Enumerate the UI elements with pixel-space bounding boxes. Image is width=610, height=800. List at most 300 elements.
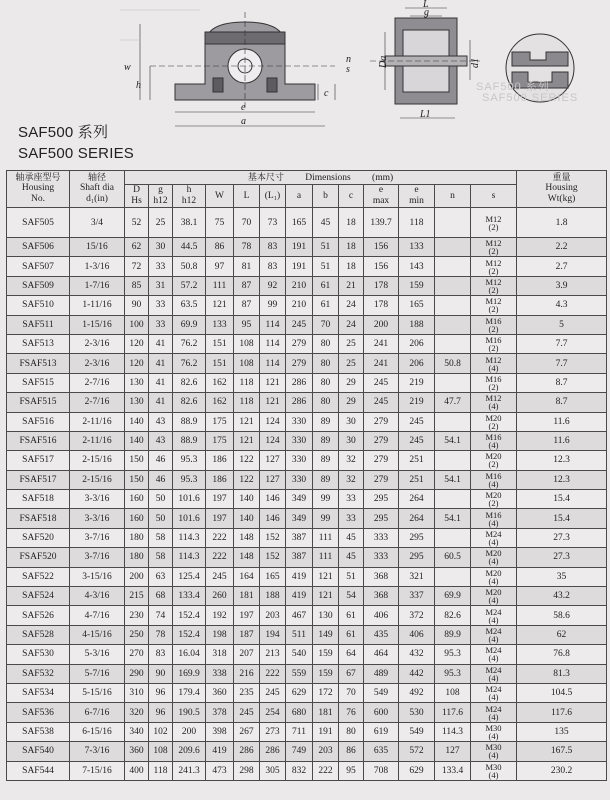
table-cell: 216 xyxy=(234,664,260,683)
table-cell: 58 xyxy=(149,548,173,567)
table-cell: 121 xyxy=(313,587,339,606)
table-cell: 711 xyxy=(286,722,313,741)
ghost-text-2: SAF500 SERIES xyxy=(482,92,579,104)
table-cell: 194 xyxy=(260,625,286,644)
table-cell: 279 xyxy=(364,431,399,450)
bolt-cell: M12 (4) xyxy=(471,354,517,373)
table-cell: 62 xyxy=(125,238,149,257)
table-cell: 124 xyxy=(260,431,286,450)
table-cell: 24 xyxy=(339,296,364,315)
table-cell: 80 xyxy=(313,373,339,392)
table-cell: 122 xyxy=(234,470,260,489)
table-cell: 156 xyxy=(364,257,399,276)
table-cell: 143 xyxy=(399,257,435,276)
dim-label-n: n xyxy=(346,54,351,65)
table-cell: 118 xyxy=(399,208,435,238)
table-cell: 63.5 xyxy=(173,296,206,315)
housing-model-cell: SAF518 xyxy=(7,490,70,509)
table-cell: 18 xyxy=(339,208,364,238)
table-cell: 4-7/16 xyxy=(70,606,125,625)
table-cell: 241.3 xyxy=(173,761,206,780)
weight-cell: 4.3 xyxy=(517,296,607,315)
table-cell: 43 xyxy=(149,412,173,431)
dim-col-header: b xyxy=(313,185,339,208)
table-row xyxy=(7,296,607,315)
table-cell: 54 xyxy=(339,587,364,606)
weight-cell: 27.3 xyxy=(517,548,607,567)
table-cell: 549 xyxy=(364,683,399,702)
table-cell: 203 xyxy=(260,606,286,625)
table-cell: 33 xyxy=(149,257,173,276)
table-cell: 419 xyxy=(286,587,313,606)
table-cell: 140 xyxy=(234,490,260,509)
table-cell: 108 xyxy=(435,683,471,702)
table-cell: 146 xyxy=(260,490,286,509)
dim-label-s: s xyxy=(346,64,350,75)
table-cell: 378 xyxy=(206,703,234,722)
table-cell: 435 xyxy=(364,625,399,644)
table-row xyxy=(7,528,607,547)
table-cell: 118 xyxy=(234,393,260,412)
weight-cell: 27.3 xyxy=(517,528,607,547)
bolt-cell: M24 (4) xyxy=(471,625,517,644)
table-cell: 76 xyxy=(339,703,364,722)
housing-model-cell: SAF526 xyxy=(7,606,70,625)
table-cell: 245 xyxy=(399,412,435,431)
table-cell: 2-3/16 xyxy=(70,334,125,353)
table-cell: 31 xyxy=(149,276,173,295)
table-cell xyxy=(435,208,471,238)
bolt-cell: M24 (4) xyxy=(471,606,517,625)
table-cell: 50 xyxy=(149,490,173,509)
table-cell: 333 xyxy=(364,548,399,567)
table-cell: 121 xyxy=(234,431,260,450)
table-cell: 16.04 xyxy=(173,645,206,664)
table-cell: 54.1 xyxy=(435,470,471,489)
table-cell: 264 xyxy=(399,509,435,528)
table-cell: 400 xyxy=(125,761,149,780)
table-cell: 1-3/16 xyxy=(70,257,125,276)
table-row xyxy=(7,334,607,353)
housing-model-cell: SAF515 xyxy=(7,373,70,392)
housing-model-cell: SAF507 xyxy=(7,257,70,276)
table-cell: 188 xyxy=(260,587,286,606)
table-cell: 1-7/16 xyxy=(70,276,125,295)
table-cell: 235 xyxy=(234,683,260,702)
dim-label-g: g xyxy=(424,7,429,18)
weight-cell: 12.3 xyxy=(517,470,607,489)
table-cell: 432 xyxy=(399,645,435,664)
table-cell: 108 xyxy=(234,334,260,353)
table-cell: 165 xyxy=(260,567,286,586)
table-row xyxy=(7,742,607,761)
table-row xyxy=(7,509,607,528)
table-cell: 89 xyxy=(313,451,339,470)
dim-label-w: w xyxy=(124,62,131,73)
weight-cell: 3.9 xyxy=(517,276,607,295)
weight-cell: 5 xyxy=(517,315,607,334)
table-cell: 629 xyxy=(399,761,435,780)
table-cell: 320 xyxy=(125,703,149,722)
table-cell xyxy=(435,451,471,470)
table-cell: 267 xyxy=(234,722,260,741)
table-cell: 120 xyxy=(125,354,149,373)
table-cell: 298 xyxy=(234,761,260,780)
table-cell: 251 xyxy=(399,470,435,489)
table-cell: 245 xyxy=(286,315,313,334)
table-cell: 32 xyxy=(339,451,364,470)
table-cell: 30 xyxy=(339,431,364,450)
table-cell: 89 xyxy=(313,431,339,450)
table-cell: 121 xyxy=(260,393,286,412)
table-cell: 83 xyxy=(149,645,173,664)
table-cell: 3-7/16 xyxy=(70,548,125,567)
table-cell: 360 xyxy=(206,683,234,702)
table-cell: 80 xyxy=(339,722,364,741)
table-row xyxy=(7,567,607,586)
table-cell: 165 xyxy=(399,296,435,315)
table-cell: 76.2 xyxy=(173,354,206,373)
bolt-cell: M16 (2) xyxy=(471,315,517,334)
table-cell: 96 xyxy=(149,683,173,702)
bolt-cell: M24 (4) xyxy=(471,528,517,547)
table-cell: 160 xyxy=(125,509,149,528)
table-cell: 162 xyxy=(206,393,234,412)
table-cell: 95.3 xyxy=(435,664,471,683)
weight-cell: 11.6 xyxy=(517,431,607,450)
table-cell: 95.3 xyxy=(173,451,206,470)
table-cell: 25 xyxy=(149,208,173,238)
table-cell: 3/4 xyxy=(70,208,125,238)
table-cell: 102 xyxy=(149,722,173,741)
table-cell: 188 xyxy=(399,315,435,334)
dim-label-c: c xyxy=(324,88,329,99)
table-cell: 832 xyxy=(286,761,313,780)
table-cell: 63 xyxy=(149,567,173,586)
dim-col-header: (L₁) xyxy=(260,185,286,208)
table-cell: 260 xyxy=(206,587,234,606)
table-cell: 4-15/16 xyxy=(70,625,125,644)
weight-cell: 11.6 xyxy=(517,412,607,431)
weight-cell: 58.6 xyxy=(517,606,607,625)
bolt-cell: M16 (4) xyxy=(471,470,517,489)
table-cell: 279 xyxy=(364,451,399,470)
bolt-cell: M24 (4) xyxy=(471,645,517,664)
table-cell: 88.9 xyxy=(173,412,206,431)
table-cell: 178 xyxy=(364,296,399,315)
table-cell: 64 xyxy=(339,645,364,664)
dim-col-header: W xyxy=(206,185,234,208)
table-cell: 75 xyxy=(206,208,234,238)
table-cell: 114.3 xyxy=(173,528,206,547)
table-cell: 15/16 xyxy=(70,238,125,257)
table-cell: 41 xyxy=(149,334,173,353)
weight-cell: 104.5 xyxy=(517,683,607,702)
table-cell: 198 xyxy=(206,625,234,644)
table-cell: 368 xyxy=(364,587,399,606)
table-cell: 245 xyxy=(364,393,399,412)
table-cell: 219 xyxy=(399,373,435,392)
housing-model-cell: FSAF513 xyxy=(7,354,70,373)
table-cell: 121 xyxy=(260,373,286,392)
table-cell: 73 xyxy=(260,208,286,238)
table-row xyxy=(7,703,607,722)
table-cell: 530 xyxy=(399,703,435,722)
table-cell: 2-7/16 xyxy=(70,393,125,412)
dim-col-header: h h12 xyxy=(173,185,206,208)
bolt-cell: M20 (2) xyxy=(471,490,517,509)
table-cell: 178 xyxy=(364,276,399,295)
table-cell: 489 xyxy=(364,664,399,683)
table-cell: 41 xyxy=(149,373,173,392)
table-cell: 492 xyxy=(399,683,435,702)
table-cell xyxy=(435,567,471,586)
table-cell: 45 xyxy=(339,548,364,567)
header-housing: 轴承座型号 Housing No. xyxy=(7,171,70,208)
table-row xyxy=(7,722,607,741)
table-cell: 114 xyxy=(260,354,286,373)
table-cell: 680 xyxy=(286,703,313,722)
table-cell: 264 xyxy=(399,490,435,509)
table-cell: 69.9 xyxy=(435,587,471,606)
table-cell: 130 xyxy=(313,606,339,625)
table-cell: 80 xyxy=(313,393,339,412)
weight-cell: 167.5 xyxy=(517,742,607,761)
table-cell: 3-7/16 xyxy=(70,528,125,547)
bolt-cell: M20 (4) xyxy=(471,548,517,567)
table-cell: 6-15/16 xyxy=(70,722,125,741)
table-cell: 442 xyxy=(399,664,435,683)
table-cell: 197 xyxy=(234,606,260,625)
table-cell: 33 xyxy=(339,509,364,528)
housing-model-cell: SAF538 xyxy=(7,722,70,741)
bolt-cell: M16 (2) xyxy=(471,373,517,392)
table-cell: 92 xyxy=(260,276,286,295)
table-cell: 372 xyxy=(399,606,435,625)
table-cell: 111 xyxy=(313,528,339,547)
table-cell: 61 xyxy=(339,606,364,625)
table-cell: 200 xyxy=(364,315,399,334)
table-cell: 187 xyxy=(234,625,260,644)
bolt-cell: M12 (2) xyxy=(471,276,517,295)
table-cell: 349 xyxy=(286,490,313,509)
housing-model-cell: SAF536 xyxy=(7,703,70,722)
table-cell: 572 xyxy=(399,742,435,761)
table-cell: 46 xyxy=(149,470,173,489)
table-cell: 349 xyxy=(286,509,313,528)
table-cell: 180 xyxy=(125,548,149,567)
table-cell: 191 xyxy=(286,257,313,276)
table-row xyxy=(7,548,607,567)
dim-col-header: n xyxy=(435,185,471,208)
table-cell: 368 xyxy=(364,567,399,586)
table-cell: 159 xyxy=(313,645,339,664)
table-cell: 122 xyxy=(234,451,260,470)
table-cell: 61 xyxy=(339,625,364,644)
table-cell: 72 xyxy=(125,257,149,276)
table-cell: 70 xyxy=(313,315,339,334)
table-cell: 181 xyxy=(313,703,339,722)
table-cell: 330 xyxy=(286,451,313,470)
table-row xyxy=(7,761,607,780)
table-cell: 95.3 xyxy=(173,470,206,489)
table-cell: 121 xyxy=(313,567,339,586)
housing-model-cell: SAF517 xyxy=(7,451,70,470)
table-cell: 279 xyxy=(286,334,313,353)
table-cell: 2-15/16 xyxy=(70,470,125,489)
title-en: SAF500 SERIES xyxy=(18,145,134,162)
housing-model-cell: SAF544 xyxy=(7,761,70,780)
table-cell: 5-15/16 xyxy=(70,683,125,702)
table-cell: 245 xyxy=(399,431,435,450)
table-cell: 175 xyxy=(206,412,234,431)
title-cn: SAF500 系列 xyxy=(18,124,109,141)
table-cell: 152 xyxy=(260,548,286,567)
table-cell: 222 xyxy=(313,761,339,780)
housing-model-cell: SAF513 xyxy=(7,334,70,353)
table-cell: 3-15/16 xyxy=(70,567,125,586)
table-cell: 46 xyxy=(149,451,173,470)
table-cell: 200 xyxy=(173,722,206,741)
table-cell: 241 xyxy=(364,334,399,353)
weight-cell: 15.4 xyxy=(517,509,607,528)
housing-model-cell: FSAF520 xyxy=(7,548,70,567)
table-cell: 2-3/16 xyxy=(70,354,125,373)
table-cell: 330 xyxy=(286,470,313,489)
table-cell: 749 xyxy=(286,742,313,761)
table-cell: 406 xyxy=(399,625,435,644)
table-cell: 222 xyxy=(260,664,286,683)
table-cell xyxy=(435,373,471,392)
bolt-cell: M30 (4) xyxy=(471,742,517,761)
table-cell: 44.5 xyxy=(173,238,206,257)
weight-cell: 81.3 xyxy=(517,664,607,683)
table-cell: 305 xyxy=(260,761,286,780)
table-cell: 118 xyxy=(234,373,260,392)
table-row xyxy=(7,451,607,470)
table-row xyxy=(7,354,607,373)
table-cell: 101.6 xyxy=(173,490,206,509)
table-cell: 387 xyxy=(286,548,313,567)
table-cell: 210 xyxy=(286,296,313,315)
housing-model-cell: SAF522 xyxy=(7,567,70,586)
table-cell: 51 xyxy=(339,567,364,586)
table-cell: 191 xyxy=(286,238,313,257)
table-cell: 86 xyxy=(339,742,364,761)
table-row xyxy=(7,664,607,683)
table-cell: 295 xyxy=(399,548,435,567)
bolt-cell: M20 (4) xyxy=(471,567,517,586)
dim-label-e: e xyxy=(241,102,246,113)
dim-label-Da: Da xyxy=(378,55,389,68)
table-cell: 76.2 xyxy=(173,334,206,353)
table-cell: 1-15/16 xyxy=(70,315,125,334)
table-cell: 29 xyxy=(339,393,364,412)
bolt-cell: M12 (2) xyxy=(471,208,517,238)
table-cell: 245 xyxy=(260,683,286,702)
table-cell: 4-3/16 xyxy=(70,587,125,606)
table-cell: 133 xyxy=(399,238,435,257)
table-cell: 38.1 xyxy=(173,208,206,238)
table-cell: 18 xyxy=(339,257,364,276)
table-cell: 133 xyxy=(206,315,234,334)
table-cell: 1-11/16 xyxy=(70,296,125,315)
table-cell: 139.7 xyxy=(364,208,399,238)
table-cell: 88.9 xyxy=(173,431,206,450)
table-cell: 419 xyxy=(206,742,234,761)
table-cell: 57.2 xyxy=(173,276,206,295)
table-cell: 121 xyxy=(206,296,234,315)
bolt-cell: M20 (2) xyxy=(471,412,517,431)
bolt-cell: M16 (4) xyxy=(471,431,517,450)
table-cell: 337 xyxy=(399,587,435,606)
table-cell: 121 xyxy=(234,412,260,431)
table-cell: 51 xyxy=(313,238,339,257)
weight-cell: 76.8 xyxy=(517,645,607,664)
bolt-cell: M12 (2) xyxy=(471,257,517,276)
table-cell: 41 xyxy=(149,354,173,373)
table-cell: 82.6 xyxy=(435,606,471,625)
table-cell: 133.4 xyxy=(173,587,206,606)
table-cell: 47.7 xyxy=(435,393,471,412)
table-cell: 206 xyxy=(399,334,435,353)
table-cell: 89 xyxy=(313,412,339,431)
table-cell: 5-3/16 xyxy=(70,645,125,664)
table-cell: 99 xyxy=(260,296,286,315)
table-cell: 206 xyxy=(399,354,435,373)
table-cell: 96 xyxy=(149,703,173,722)
table-cell: 295 xyxy=(364,490,399,509)
table-cell: 254 xyxy=(260,703,286,722)
table-cell xyxy=(435,276,471,295)
table-cell: 32 xyxy=(339,470,364,489)
weight-cell: 8.7 xyxy=(517,373,607,392)
header-dimensions: 基本尺寸 Dimensions (mm) xyxy=(125,171,517,185)
table-cell: 318 xyxy=(206,645,234,664)
table-cell: 18 xyxy=(339,238,364,257)
table-cell: 140 xyxy=(234,509,260,528)
table-cell: 159 xyxy=(399,276,435,295)
table-cell: 45 xyxy=(313,208,339,238)
weight-cell: 35 xyxy=(517,567,607,586)
table-cell: 127 xyxy=(435,742,471,761)
weight-cell: 15.4 xyxy=(517,490,607,509)
bolt-cell: M30 (4) xyxy=(471,761,517,780)
table-cell: 295 xyxy=(364,509,399,528)
table-cell: 245 xyxy=(364,373,399,392)
dim-col-header: e max xyxy=(364,185,399,208)
table-cell: 467 xyxy=(286,606,313,625)
table-cell: 286 xyxy=(234,742,260,761)
table-cell: 419 xyxy=(286,567,313,586)
table-cell: 251 xyxy=(399,451,435,470)
table-cell xyxy=(435,296,471,315)
table-cell: 330 xyxy=(286,412,313,431)
housing-model-cell: FSAF515 xyxy=(7,393,70,412)
table-cell: 61 xyxy=(313,276,339,295)
table-cell: 130 xyxy=(125,373,149,392)
table-cell: 82.6 xyxy=(173,373,206,392)
table-cell: 279 xyxy=(364,412,399,431)
table-cell: 165 xyxy=(286,208,313,238)
table-cell: 619 xyxy=(364,722,399,741)
table-cell: 152.4 xyxy=(173,625,206,644)
table-row xyxy=(7,373,607,392)
table-cell: 279 xyxy=(364,470,399,489)
table-cell: 30 xyxy=(149,238,173,257)
bolt-cell: M24 (4) xyxy=(471,664,517,683)
table-cell: 99 xyxy=(313,509,339,528)
